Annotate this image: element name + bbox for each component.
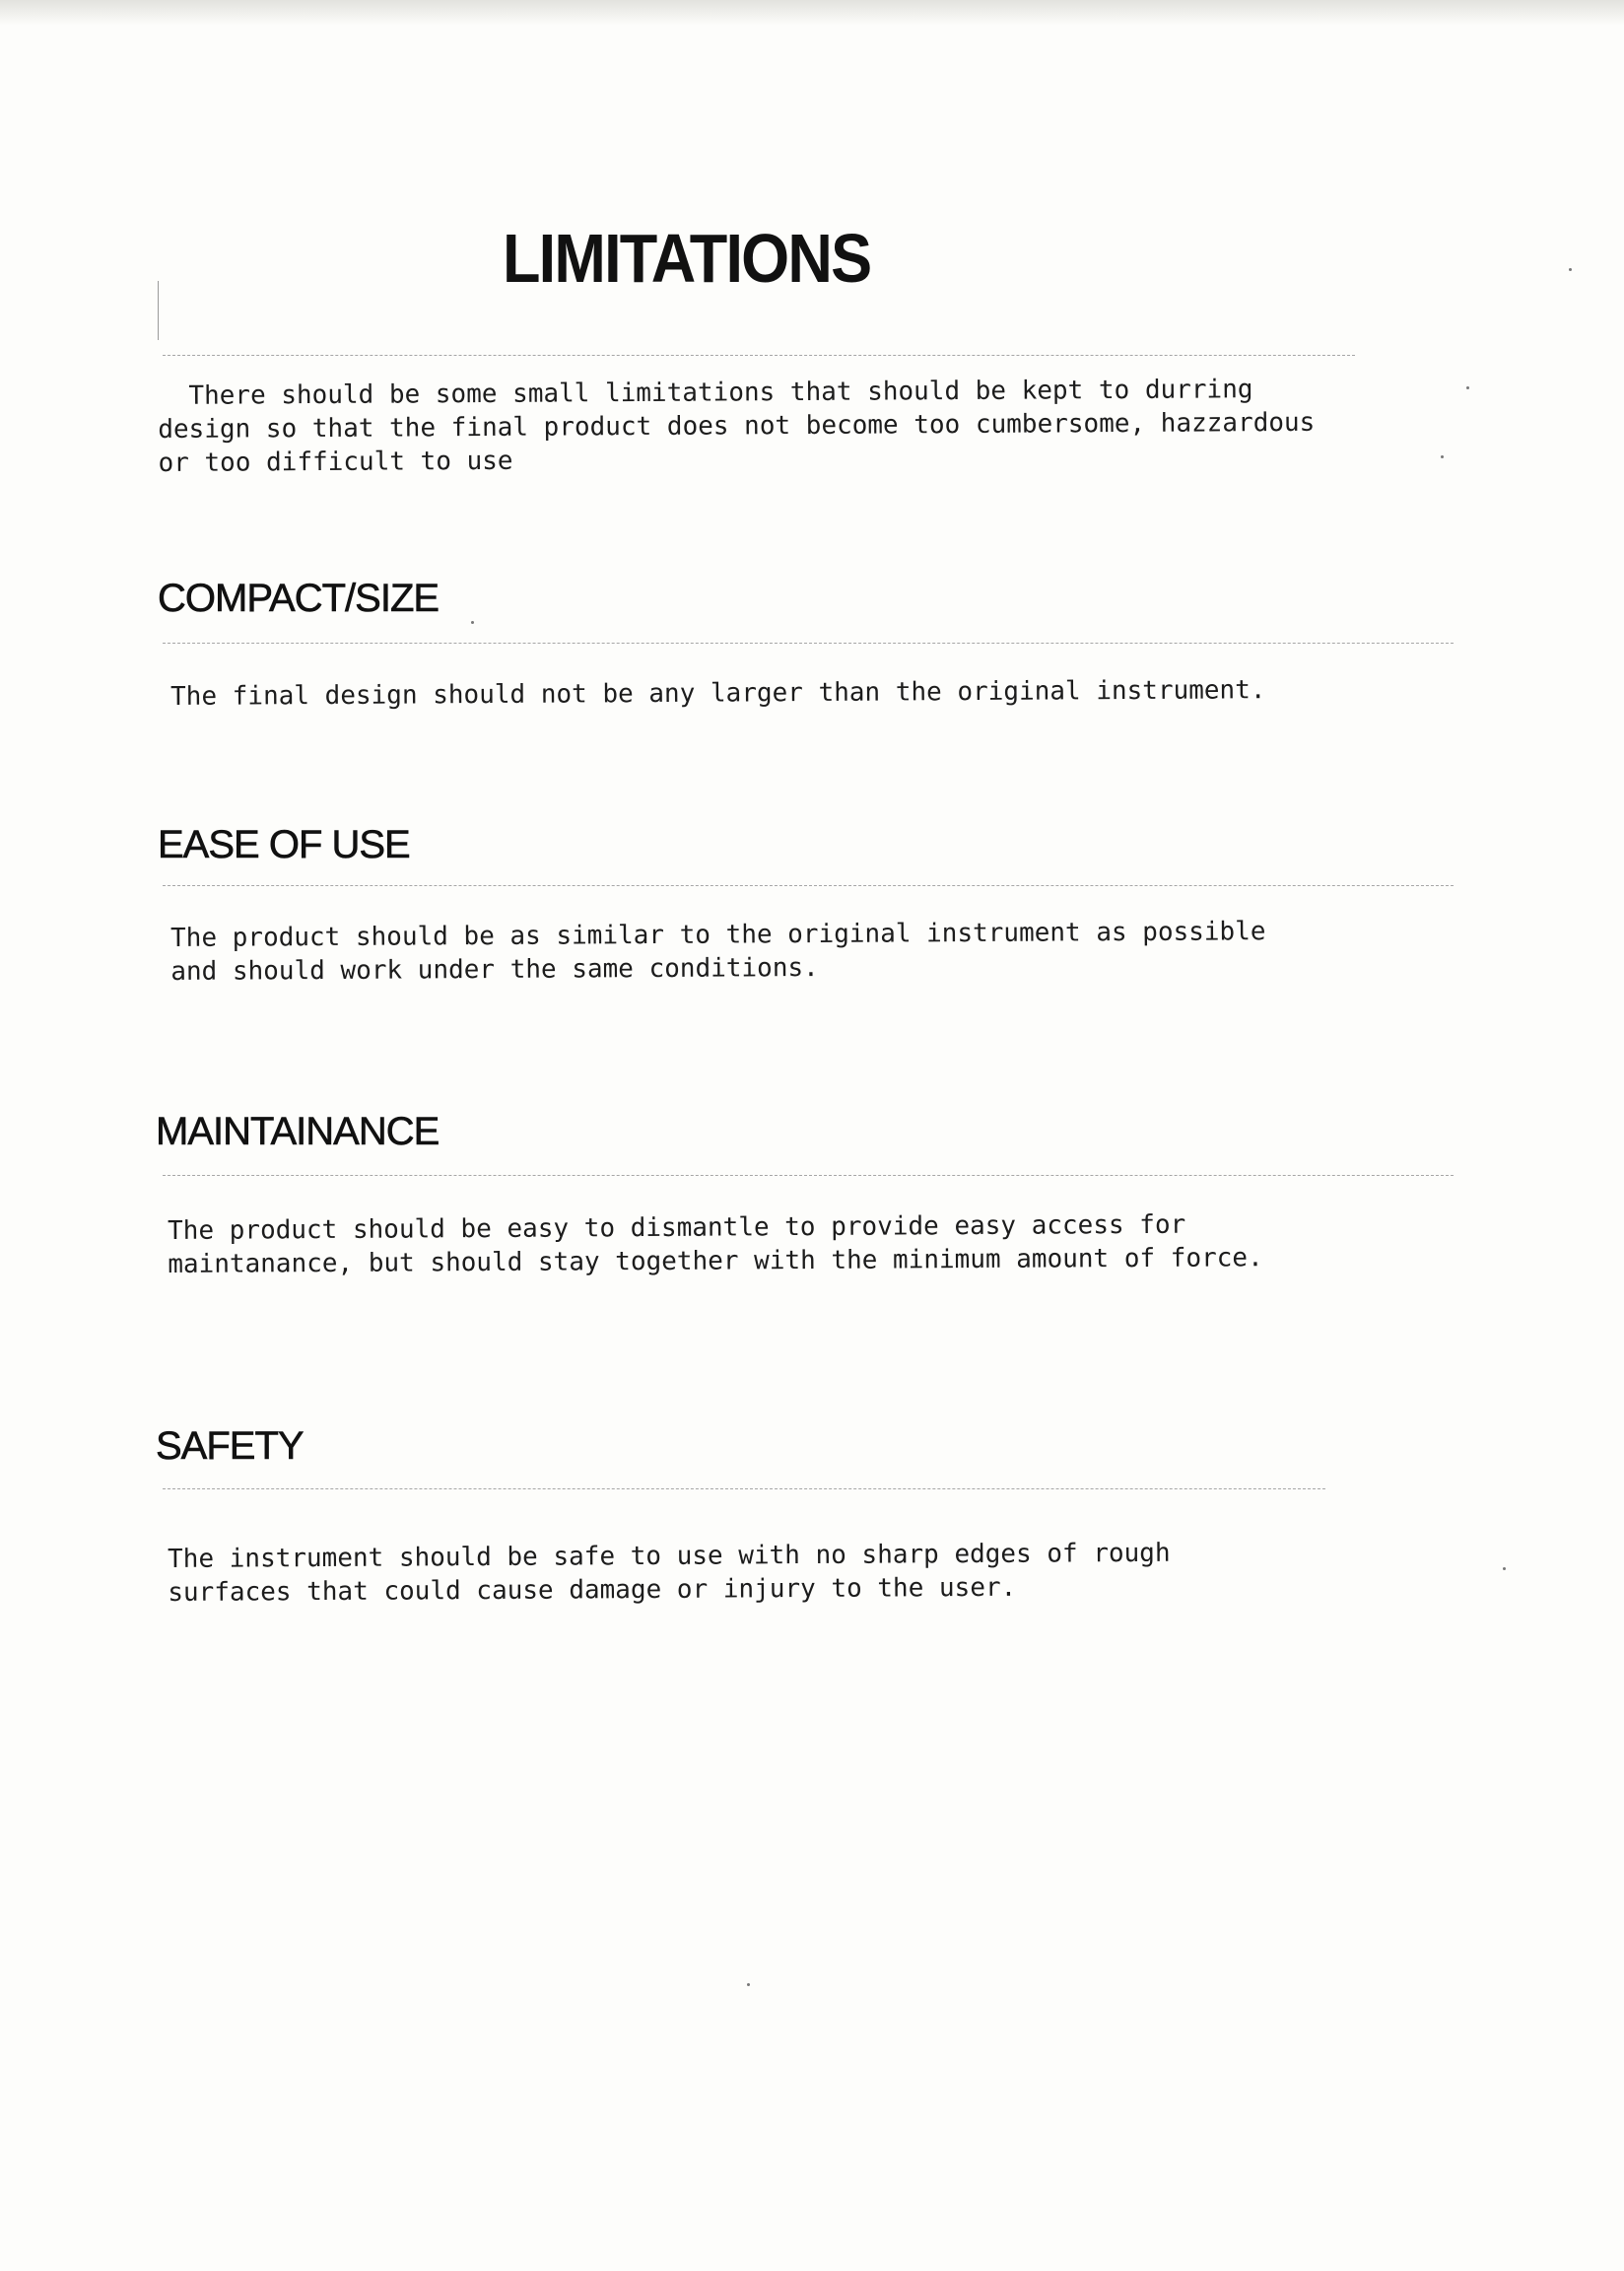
section-line: and should work under the same conditions.	[170, 952, 819, 987]
section-line: The product should be as similar to the original instrument as possible	[170, 917, 1266, 953]
section-line: The product should be easy to dismantle to provide easy access for	[168, 1209, 1186, 1246]
intro-line: design so that the final product does not become too cumbersome, hazzardous	[158, 407, 1316, 445]
intro-line: There should be some small limitations that should be kept to durring	[158, 375, 1253, 411]
section-line: The instrument should be safe to use with no sharp edges of rough	[168, 1538, 1171, 1574]
section-body-maintainance	[168, 1207, 1263, 1281]
page-edge-shadow	[0, 0, 1624, 26]
section-line: maintanance, but should stay together with the minimum amount of force.	[168, 1243, 1263, 1279]
paper-speck	[1466, 386, 1469, 389]
section-divider	[163, 1175, 1454, 1176]
margin-mark	[158, 281, 159, 340]
paper-speck	[471, 621, 474, 624]
page-title: LIMITATIONS	[503, 220, 871, 297]
section-line: surfaces that could cause damage or injury to the user.	[168, 1572, 1017, 1608]
paper-speck	[747, 1983, 750, 1986]
intro-line: or too difficult to use	[158, 446, 513, 478]
intro-paragraph	[158, 373, 1316, 480]
section-body-ease-of-use	[170, 915, 1266, 989]
section-heading-safety: SAFETY	[156, 1424, 304, 1468]
title-divider	[163, 355, 1355, 356]
paper-speck	[1569, 268, 1572, 271]
section-heading-maintainance: MAINTAINANCE	[156, 1110, 440, 1153]
section-line: The final design should not be any larger than the original instrument.	[170, 675, 1266, 712]
paper-speck	[1503, 1567, 1506, 1570]
section-heading-ease-of-use: EASE OF USE	[158, 823, 410, 866]
section-body-safety	[168, 1537, 1171, 1610]
section-divider	[163, 643, 1454, 644]
section-body-compact-size	[170, 673, 1266, 714]
paper-speck	[1441, 455, 1444, 458]
section-divider	[163, 1488, 1325, 1489]
section-divider	[163, 885, 1454, 886]
section-heading-compact-size: COMPACT/SIZE	[158, 577, 440, 620]
